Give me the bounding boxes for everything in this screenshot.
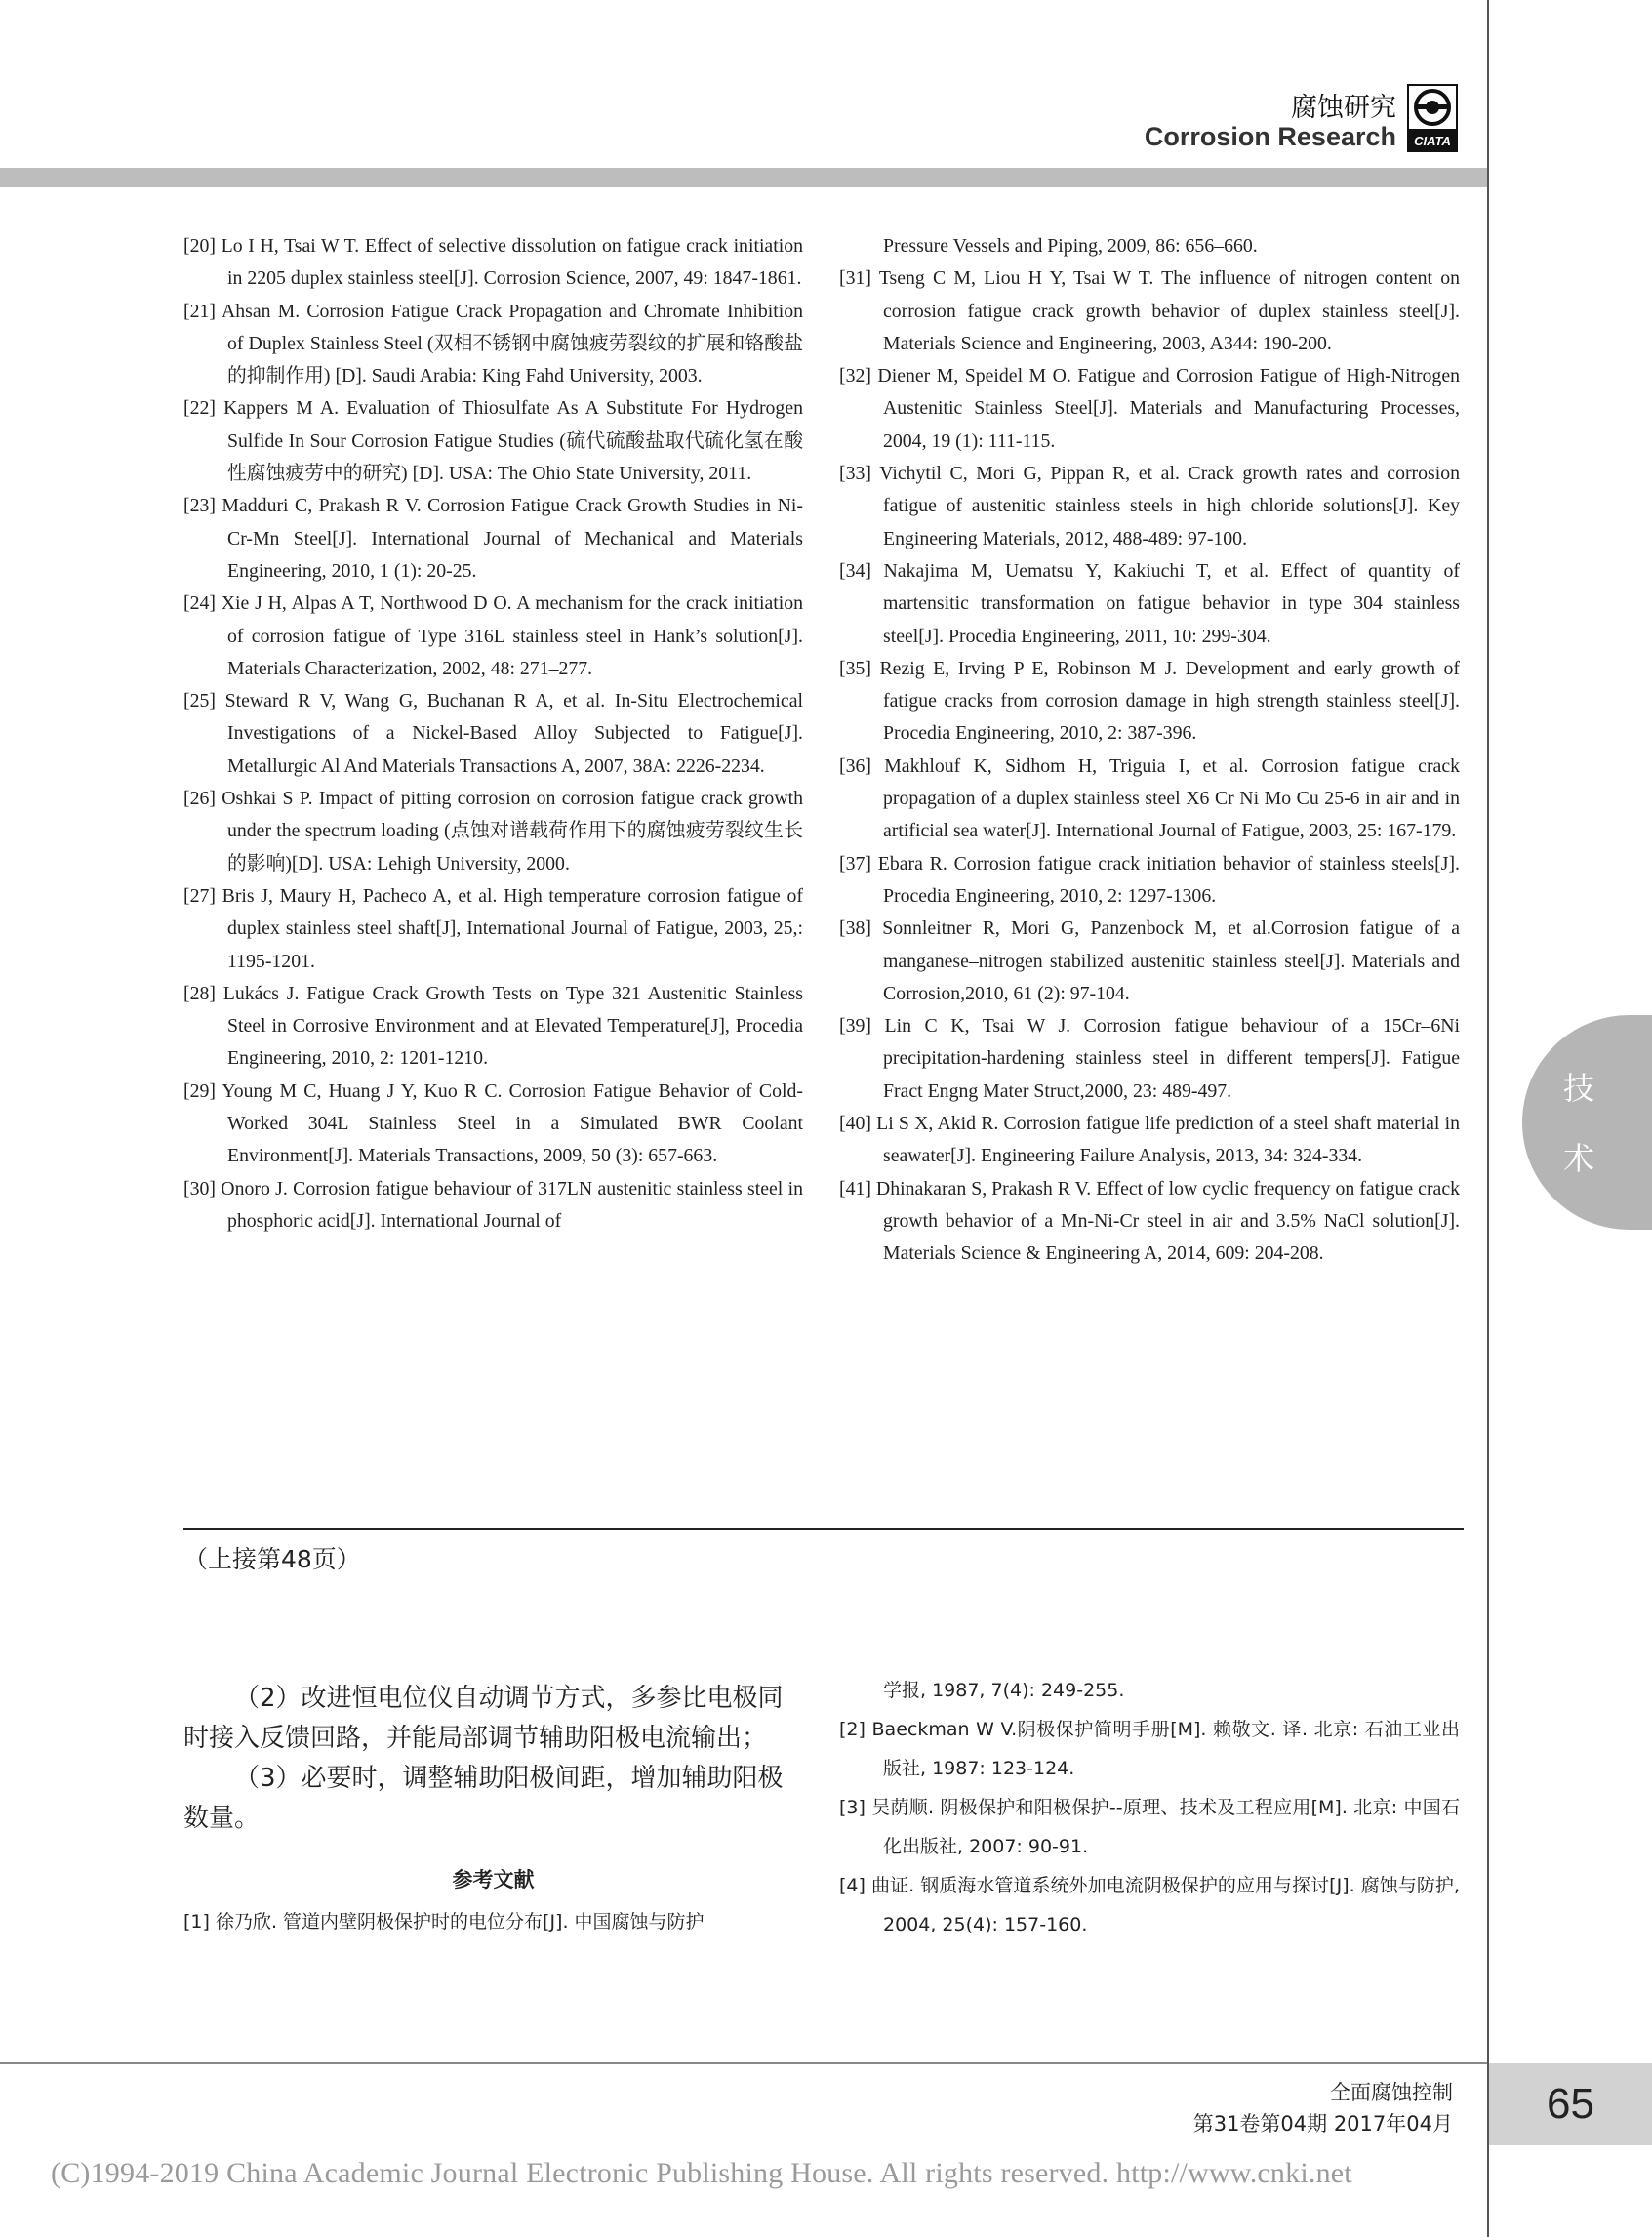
side-tab-char-2: 术: [1563, 1140, 1595, 1177]
reference-entry: [34] Nakajima M, Uematsu Y, Kakiuchi T, et al. Effect of quantity of martensitic transformation on fatigue behavior in type 304 stainless steel[J]. Procedia Engineering, 2011, 10: 299-304.: [839, 559, 1460, 647]
reference-entry: [30] Onoro J. Corrosion fatigue behaviour of 317LN austenitic stainless steel in phosphoric acid[J]. International Journal of: [183, 1177, 803, 1232]
continued-from-note: （上接第48页）: [183, 1545, 361, 1573]
cn-references-left: [183, 1902, 803, 1941]
reference-entry: [4] 曲证. 钢质海水管道系统外加电流阴极保护的应用与探讨[J]. 腐蚀与防护, 2004, 25(4): 157-160.: [839, 1875, 1460, 1935]
cn-references-right: [839, 1671, 1460, 1944]
reference-entry: [24] Xie J H, Alpas A T, Northwood D O. A mechanism for the crack initiation of corrosion fatigue of Type 316L stainless steel in Hank’s solution[J]. Materials Characterization, 2002, 48: 271–277.: [183, 592, 803, 679]
reference-entry: [33] Vichytil C, Mori G, Pippan R, et al. Crack growth rates and corrosion fatigue of austenitic stainless steels in high chloride solutions[J]. Key Engineering Materials, 2012, 488-489: 97-100.: [839, 463, 1460, 549]
copyright-watermark: (C)1994-2019 China Academic Journal Electronic Publishing House. All rights reserved. http://www.cnki.net: [51, 2157, 1352, 2189]
vertical-page-rule: [1487, 0, 1489, 2237]
reference-entry: [41] Dhinakaran S, Prakash R V. Effect of low cyclic frequency on fatigue crack growth behavior of a Mn-Ni-Cr steel in air and 3.5% NaCl solution[J]. Materials Science & Engineering A, 2014, 609: 204-208.: [839, 1177, 1460, 1265]
reference-entry: [38] Sonnleitner R, Mori G, Panzenbock M, et al.Corrosion fatigue of a manganese–nitrogen stabilized austenitic stainless steel[J]. Materials and Corrosion,2010, 61 (2): 97-104.: [839, 917, 1460, 1004]
body-text: [183, 1679, 803, 1839]
reference-entry: [23] Madduri C, Prakash R V. Corrosion Fatigue Crack Growth Studies in Ni-Cr-Mn Steel[J]. International Journal of Mechanical and Materials Engineering, 2010, 1 (1): 20-25.: [183, 495, 803, 582]
footer-volume-issue: 第31卷第04期 2017年04月: [1192, 2112, 1453, 2135]
section-side-tab: [1522, 1015, 1652, 1230]
reference-entry: [35] Rezig E, Irving P E, Robinson M J. Development and early growth of fatigue cracks from corrosion damage in high strength stainless steel[J]. Procedia Engineering, 2010, 2: 387-396.: [839, 657, 1460, 745]
footer-rule: [0, 2062, 1487, 2064]
reference-entry: [26] Oshkai S P. Impact of pitting corrosion on corrosion fatigue crack growth under the spectrum loading (点蚀对谱载荷作用下的腐蚀疲劳裂纹生长的影响)[D]. USA: Lehigh University, 2000.: [183, 788, 803, 874]
reference-entry: [29] Young M C, Huang J Y, Kuo R C. Corrosion Fatigue Behavior of Cold-Worked 304L Stainless Steel in a Simulated BWR Coolant Environment[J]. Materials Transactions, 2009, 50 (3): 657-663.: [183, 1079, 803, 1167]
logo-text: CIATA: [1414, 134, 1451, 148]
references-right-column: [839, 230, 1460, 1271]
references-heading: 参考文献: [452, 1868, 535, 1891]
header-title-en: Corrosion Research: [1144, 122, 1396, 151]
reference-entry: [3] 吴荫顺. 阴极保护和阳极保护--原理、技术及工程应用[M]. 北京: 中国石化出版社, 2007: 90-91.: [839, 1797, 1460, 1857]
page-number: 65: [1489, 2063, 1652, 2145]
footer-journal-name: 全面腐蚀控制: [1330, 2081, 1453, 2104]
header-title-cn: 腐蚀研究: [1291, 93, 1396, 123]
reference-entry: [27] Bris J, Maury H, Pacheco A, et al. High temperature corrosion fatigue of duplex stainless steel shaft[J], International Journal of Fatigue, 2003, 25,: 1195-1201.: [183, 884, 803, 972]
reference-entry: [28] Lukács J. Fatigue Crack Growth Tests on Type 321 Austenitic Stainless Steel in Corrosive Environment and at Elevated Temperature[J], Procedia Engineering, 2010, 2: 1201-1210.: [183, 982, 803, 1070]
reference-entry: [32] Diener M, Speidel M O. Fatigue and Corrosion Fatigue of High-Nitrogen Austenitic Stainless Steel[J]. Materials and Manufacturing Processes, 2004, 19 (1): 111-115.: [839, 365, 1460, 452]
body-paragraph: （2）改进恒电位仪自动调节方式，多参比电极同时接入反馈回路，并能局部调节辅助阳极电流输出；: [183, 1684, 784, 1753]
reference-entry: [1] 徐乃欣. 管道内壁阴极保护时的电位分布[J]. 中国腐蚀与防护: [183, 1911, 705, 1932]
reference-entry: [36] Makhlouf K, Sidhom H, Triguia I, et al. Corrosion fatigue crack propagation of a duplex stainless steel X6 Cr Ni Mo Cu 25-6 in air and in artificial sea water[J]. International Journal of Fatigue, 2003, 25: 167-179.: [839, 754, 1460, 842]
reference-entry: [22] Kappers M A. Evaluation of Thiosulfate As A Substitute For Hydrogen Sulfide In Sour Corrosion Fatigue Studies (硫代硫酸盐取代硫化氢在酸性腐蚀疲劳中的研究) [D]. USA: The Ohio State University, 2011.: [183, 397, 803, 485]
reference-entry: [31] Tseng C M, Liou H Y, Tsai W T. The influence of nitrogen content on corrosion fatigue crack growth behavior of duplex stainless steel[J]. Materials Science and Engineering, 2003, A344: 190-200.: [839, 267, 1460, 354]
reference-entry: [20] Lo I H, Tsai W T. Effect of selective dissolution on fatigue crack initiation in 2205 duplex stainless steel[J]. Corrosion Science, 2007, 49: 1847-1861.: [183, 235, 803, 290]
reference-entry: [25] Steward R V, Wang G, Buchanan R A, et al. In-Situ Electrochemical Investigations of a Nickel-Based Alloy Subjected to Fatigue[J]. Metallurgic Al And Materials Transactions A, 2007, 38A: 2226-2234.: [183, 690, 803, 777]
reference-entry: [37] Ebara R. Corrosion fatigue crack initiation behavior of stainless steels[J]. Procedia Engineering, 2010, 2: 1297-1306.: [839, 852, 1460, 907]
reference-entry: [2] Baeckman W V.阴极保护简明手册[M]. 赖敬文. 译. 北京: 石油工业出版社, 1987: 123-124.: [839, 1719, 1460, 1779]
reference-entry: [39] Lin C K, Tsai W J. Corrosion fatigue behaviour of a 15Cr–6Ni precipitation-hardening stainless steel in different tempers[J]. Fatigue Fract Engng Mater Struct,2000, 23: 489-497.: [839, 1015, 1460, 1102]
reference-entry: [40] Li S X, Akid R. Corrosion fatigue life prediction of a steel shaft material in seawater[J]. Engineering Failure Analysis, 2013, 34: 324-334.: [839, 1113, 1460, 1167]
journal-logo: [1407, 84, 1458, 152]
reference-continuation: 学报, 1987, 7(4): 249-255.: [883, 1680, 1125, 1701]
reference-entry: [21] Ahsan M. Corrosion Fatigue Crack Propagation and Chromate Inhibition of Duplex Stainless Steel (双相不锈钢中腐蚀疲劳裂纹的扩展和铬酸盐的抑制作用) [D]. Saudi Arabia: King Fahd University, 2003.: [183, 300, 803, 387]
body-paragraph: （3）必要时，调整辅助阳极间距，增加辅助阳极数量。: [183, 1764, 784, 1833]
side-tab-char-1: 技: [1563, 1070, 1595, 1107]
references-left-column: [183, 230, 803, 1238]
reference-continuation: Pressure Vessels and Piping, 2009, 86: 656–660.: [883, 235, 1258, 257]
header-gray-bar: [0, 168, 1487, 187]
section-divider: [183, 1528, 1464, 1530]
